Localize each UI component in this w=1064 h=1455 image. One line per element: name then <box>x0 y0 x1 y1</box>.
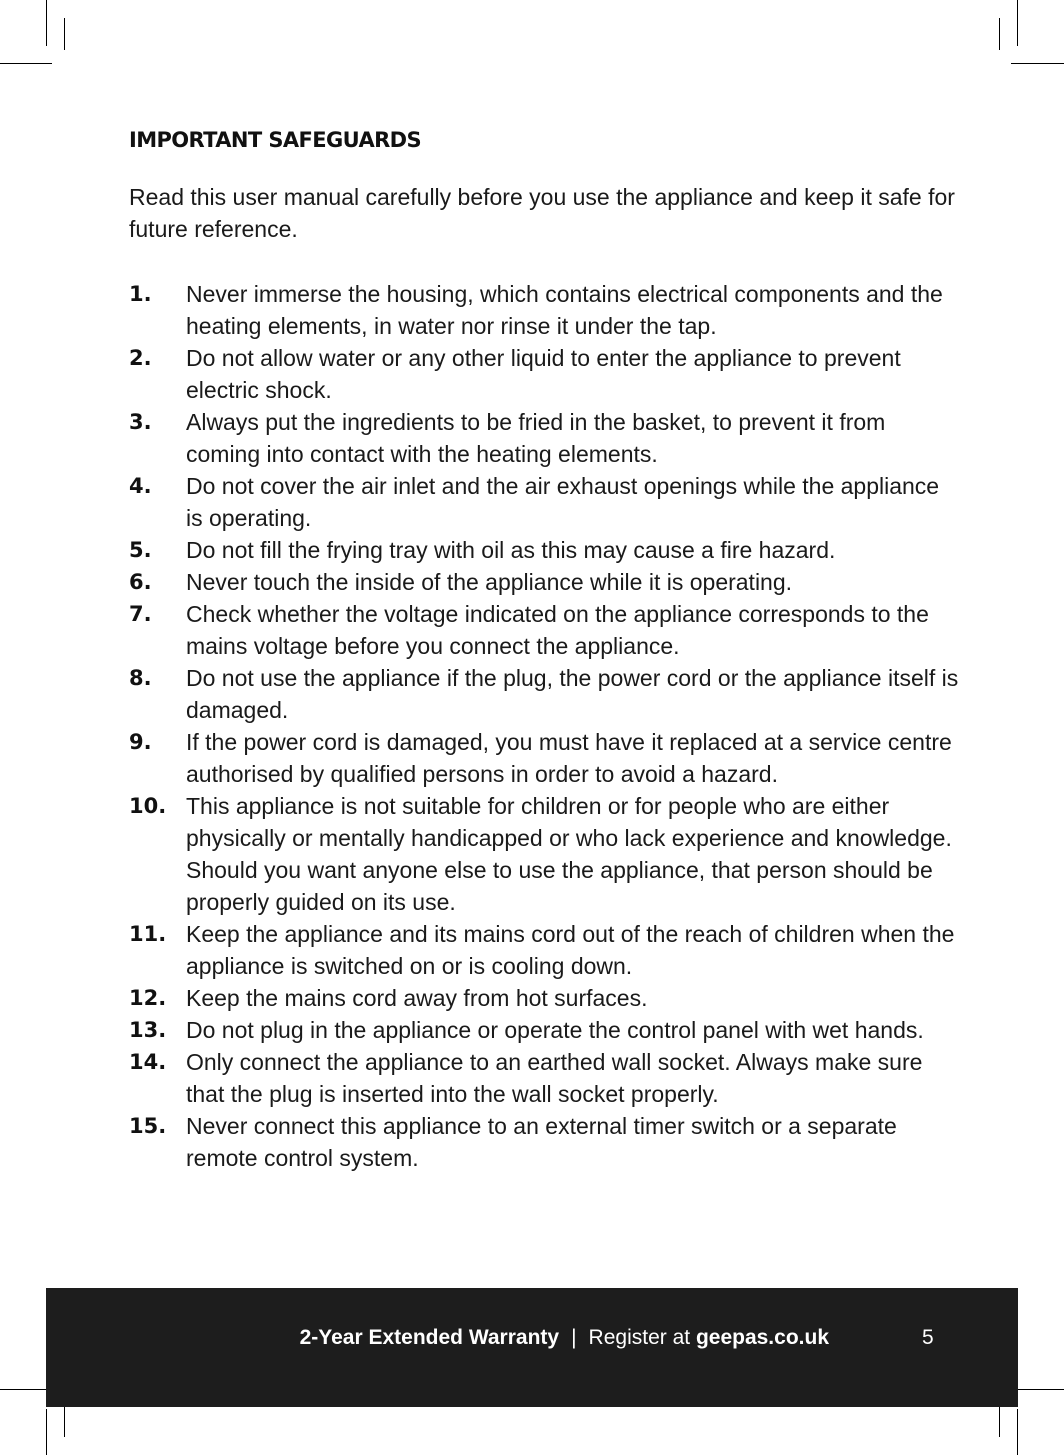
item-text: Never touch the inside of the appliance while it is operating. <box>186 569 793 595</box>
list-item <box>129 534 959 566</box>
crop-mark <box>1017 1409 1018 1455</box>
item-number: 8. <box>129 666 152 690</box>
footer-separator: | <box>571 1326 577 1349</box>
item-number: 3. <box>129 410 152 434</box>
page-title: IMPORTANT SAFEGUARDS <box>129 128 422 152</box>
item-text: If the power cord is damaged, you must have it replaced at a service centre authorised by qualified persons in order to avoid a hazard. <box>186 729 952 787</box>
list-item <box>129 1014 959 1046</box>
list-item <box>129 566 959 598</box>
item-number: 5. <box>129 538 152 562</box>
warranty-text: 2-Year Extended Warranty <box>299 1326 560 1349</box>
list-item <box>129 598 959 662</box>
item-number: 14. <box>129 1050 167 1074</box>
item-number: 10. <box>129 794 167 818</box>
item-text: Never connect this appliance to an external timer switch or a separate remote control system. <box>186 1113 897 1171</box>
item-number: 1. <box>129 282 152 306</box>
crop-mark <box>46 1409 47 1455</box>
item-number: 2. <box>129 346 152 370</box>
footer-bar <box>46 1288 1018 1407</box>
crop-mark <box>1011 63 1064 64</box>
item-number: 15. <box>129 1114 167 1138</box>
crop-mark <box>1017 0 1018 46</box>
list-item <box>129 982 959 1014</box>
crop-mark <box>999 1404 1000 1437</box>
item-number: 7. <box>129 602 152 626</box>
crop-mark <box>64 1404 65 1437</box>
list-item <box>129 726 959 790</box>
item-number: 13. <box>129 1018 167 1042</box>
item-text: Do not allow water or any other liquid to enter the appliance to prevent electric shock. <box>186 345 901 403</box>
item-text: Keep the appliance and its mains cord out of the reach of children when the appliance is switched on or is cooling down. <box>186 921 955 979</box>
item-text: Do not plug in the appliance or operate the control panel with wet hands. <box>186 1017 924 1043</box>
intro-paragraph: Read this user manual carefully before you use the appliance and keep it safe for future reference. <box>129 184 955 242</box>
crop-mark <box>64 18 65 50</box>
item-text: This appliance is not suitable for children or for people who are either physically or mentally handicapped or who lack experience and knowledge. Should you want anyone else to use the appliance, that person should be properly guided on its use. <box>186 793 952 915</box>
crop-mark <box>1011 1389 1064 1390</box>
crop-mark <box>0 1389 52 1390</box>
item-text: Do not cover the air inlet and the air exhaust openings while the appliance is operating. <box>186 473 940 531</box>
item-number: 4. <box>129 474 152 498</box>
register-text: Register at <box>588 1326 691 1349</box>
page-number: 5 <box>922 1326 934 1349</box>
list-item <box>129 918 959 982</box>
list-item <box>129 342 959 406</box>
website-link[interactable]: geepas.co.uk <box>695 1326 829 1349</box>
item-text: Check whether the voltage indicated on the appliance corresponds to the mains voltage before you connect the appliance. <box>186 601 929 659</box>
item-text: Always put the ingredients to be fried in the basket, to prevent it from coming into contact with the heating elements. <box>186 409 886 467</box>
safeguards-list <box>129 278 959 1174</box>
crop-mark <box>999 18 1000 50</box>
item-number: 9. <box>129 730 152 754</box>
list-item <box>129 1046 959 1110</box>
item-text: Keep the mains cord away from hot surfaces. <box>186 985 648 1011</box>
item-number: 11. <box>129 922 167 946</box>
item-number: 12. <box>129 986 167 1010</box>
list-item <box>129 278 959 342</box>
crop-mark <box>46 0 47 46</box>
list-item <box>129 406 959 470</box>
list-item <box>129 470 959 534</box>
list-item <box>129 790 959 918</box>
item-number: 6. <box>129 570 152 594</box>
footer-text <box>46 1324 829 1352</box>
list-item <box>129 1110 959 1174</box>
item-text: Only connect the appliance to an earthed wall socket. Always make sure that the plug is inserted into the wall socket properly. <box>186 1049 923 1107</box>
item-text: Do not use the appliance if the plug, the power cord or the appliance itself is damaged. <box>186 665 959 723</box>
crop-mark <box>0 63 52 64</box>
list-item <box>129 662 959 726</box>
item-text: Never immerse the housing, which contains electrical components and the heating elements, in water nor rinse it under the tap. <box>186 281 943 339</box>
item-text: Do not fill the frying tray with oil as this may cause a fire hazard. <box>186 537 836 563</box>
